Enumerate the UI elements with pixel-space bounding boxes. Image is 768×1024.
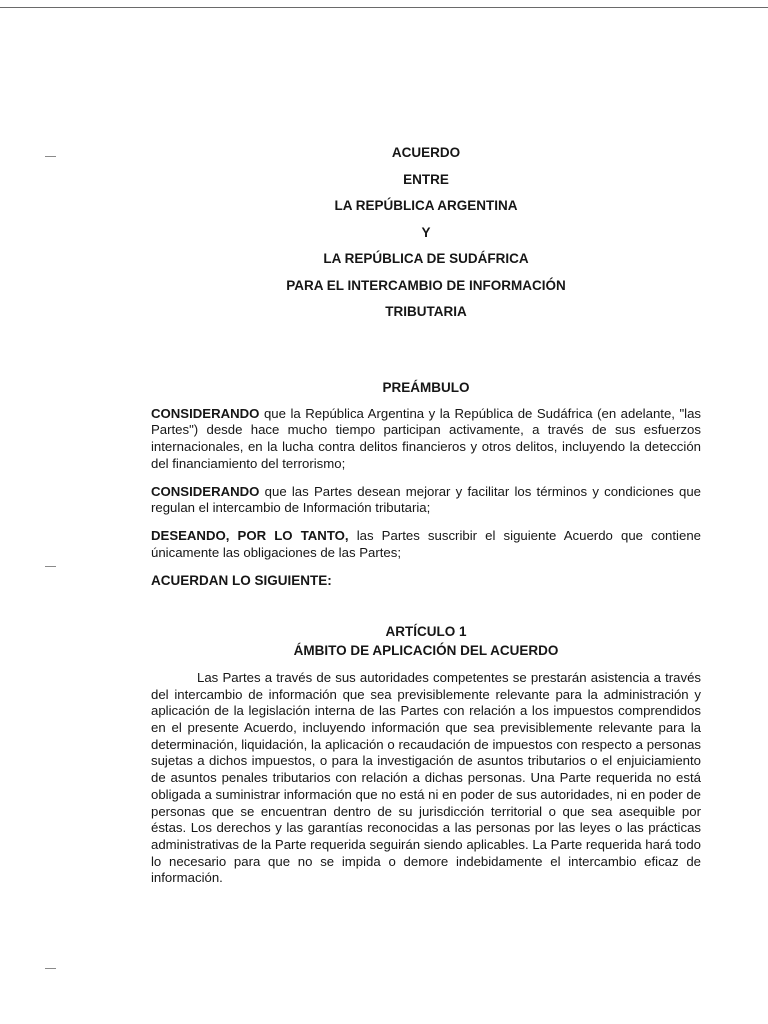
agreement-statement: ACUERDAN LO SIGUIENTE: (151, 572, 332, 588)
title-line: ACUERDO (391, 145, 461, 160)
paragraph-text: que las Partes desean mejorar y facilitar los términos y condiciones que regulan el intercambio de Información tributaria; (151, 483, 701, 516)
article-title: ÁMBITO DE APLICACIÓN DEL ACUERDO (293, 642, 559, 658)
document-page (151, 140, 701, 898)
margin-mark (45, 156, 56, 157)
paragraph-text: las Partes suscribir el siguiente Acuerdo que contiene únicamente las obligaciones de las Partes; (151, 528, 701, 561)
preamble-paragraph (151, 484, 701, 518)
preamble-heading: PREÁMBULO (382, 379, 470, 395)
document-title (151, 140, 701, 326)
paragraph-lead: CONSIDERANDO (151, 405, 260, 421)
margin-mark (45, 566, 56, 567)
paragraph-lead: DESEANDO, POR LO TANTO, (151, 528, 349, 544)
title-line: TRIBUTARIA (385, 304, 467, 319)
title-line: LA REPÚBLICA ARGENTINA (334, 198, 518, 213)
title-line: Y (421, 224, 431, 240)
title-line: PARA EL INTERCAMBIO DE INFORMACIÓN (286, 277, 566, 293)
article-body: Las Partes a través de sus autoridades competentes se prestarán asistencia a través del intercambio de información que sea previsiblemente relevante para la administración y aplicación de la legislación interna de las Partes con relación a los impuestos comprendidos en el presente Acuerdo, incluyendo información que sea previsiblemente relevante para la determinación, liquidación, la aplicación o recaudación de impuestos con respecto a personas sujetas a dichos impuestos, o para la investigación de asuntos tributarios o el enjuiciamiento de asuntos penales tributarios con relación a dichas personas. Una Parte requerida no está obligada a suministrar información que no está ni en poder de sus autoridades, ni en poder de personas que se encuentran dentro de su jurisdicción territorial o que sea asequible por éstas. Los derechos y las garantías reconocidas a las personas por las leyes o las prácticas administrativas de la Parte requerida seguirán siendo aplicables. La Parte requerida hará todo lo necesario para que no se impida o demore indebidamente el intercambio eficaz de información. (151, 669, 701, 886)
preamble-paragraph (151, 528, 701, 562)
paragraph-text: que la República Argentina y la República de Sudáfrica (en adelante, "las Partes") desde hace mucho tiempo participan activamente, a través de sus esfuerzos internacionales, en la lucha contra delitos financieros y otros delitos, incluyendo la detección del financiamiento del terrorismo; (151, 405, 701, 471)
margin-mark (45, 968, 56, 969)
paragraph-lead: CONSIDERANDO (151, 483, 260, 499)
title-line: LA REPÚBLICA DE SUDÁFRICA (323, 251, 529, 266)
article-number: ARTÍCULO 1 (385, 623, 467, 639)
preamble-paragraph (151, 406, 701, 473)
article-heading (151, 622, 701, 660)
title-line: ENTRE (403, 171, 449, 187)
scan-top-edge (0, 7, 768, 8)
